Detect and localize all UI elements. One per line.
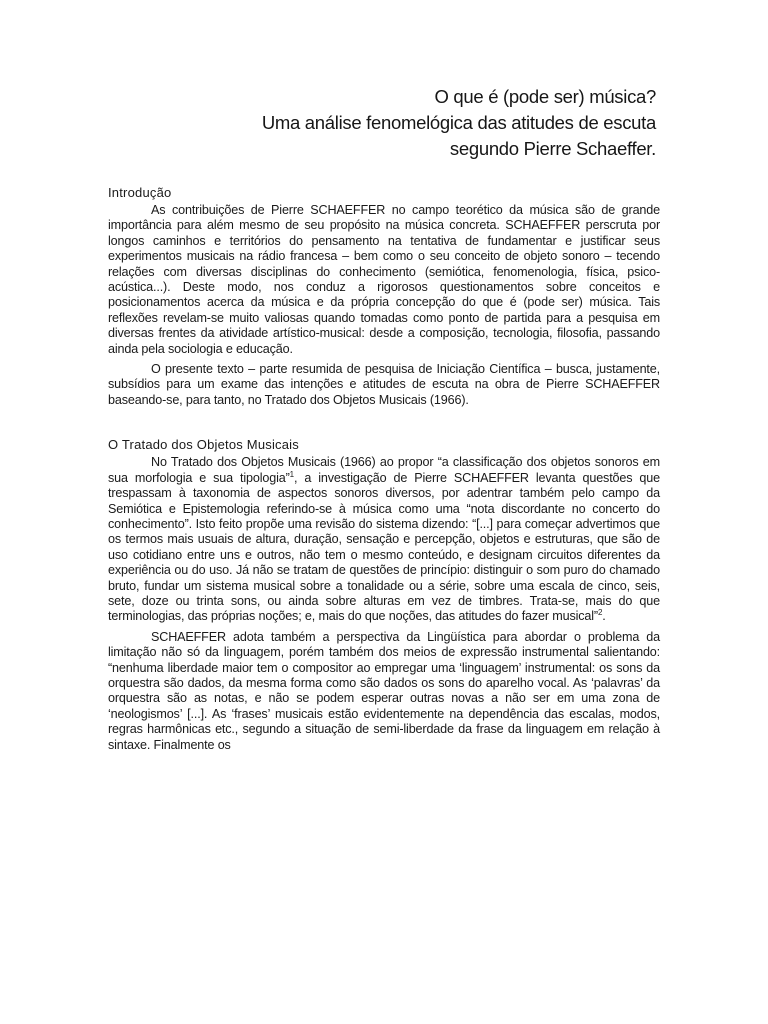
section-tratado <box>108 436 660 753</box>
section-heading: Introdução <box>108 185 172 200</box>
title-line-3: segundo Pierre Schaeffer. <box>449 138 656 159</box>
paragraph <box>108 455 660 624</box>
paragraph: As contribuições de Pierre SCHAEFFER no campo teorético da música são de grande importância para além mesmo de seu propósito na música concreta. SCHAEFFER perscruta por longos caminhos e territórios do pensamento na tentativa de fundamentar e justificar seus experimentos musicais na rádio francesa – bem como o seu conceito de objeto sonoro – tecendo relações com diversas disciplinas do conhecimento (semiótica, fenomenologia, física, psico-acústica...). Deste modo, nos conduz a rigorosos questionamentos sobre conceitos e posicionamentos acerca da música e da própria concepção do que é (pode ser) música. Tais reflexões revelam-se muito valiosas quando tomadas como ponto de partida para a pesquisa em diversas frentes da atividade artístico-musical: desde a composição, tecnologia, filosofia, passando ainda pela sociologia e educação. <box>108 203 660 356</box>
title-block <box>108 84 660 162</box>
footnote-ref[interactable]: 2 <box>597 608 603 618</box>
paragraph-text: No Tratado dos Objetos Musicais (1966) ao propor “a classificação dos objetos sonoros em sua morfologia e sua tipologia” <box>108 455 660 485</box>
title-line-2: Uma análise fenomelógica das atitudes de escuta <box>261 112 656 133</box>
paragraph-text: , a investigação de Pierre SCHAEFFER levanta questões que trespassam à taxonomia de aspectos sonoros diversos, por adentrar também pelo campo da Semiótica e Epistemologia referindo-se à música como uma “nota discordante no concerto do conhecimento”. Isto feito propõe uma revisão do sistema dizendo: “[...] para começar advertimos que os termos mais usuais de altura, duração, sensação e percepção, objetos e estruturas, que são de uso cotidiano entre uns e outros, não tem o mesmo conteúdo, e designam circuitos diferentes da experiência ou do uso. Já não se tratam de questões de princípio: distinguir o som puro do chamado bruto, fundar um sistema musical sobre a tonalidade ou a série, sobre uma escala de cinco, seis, sete, doze ou trinta sons, ou ainda sobre alturas em vez de timbres. Trata-se, mais do que terminologias, das próprias noções; e, mais do que noções, das atitudes do fazer musical” <box>108 470 660 624</box>
section-heading: O Tratado dos Objetos Musicais <box>108 437 299 453</box>
paragraph: SCHAEFFER adota também a perspectiva da Lingüística para abordar o problema da limitação não só da linguagem, porém também dos meios de expressão instrumental salientando: “nenhuma liberdade maior tem o compositor ao empregar uma ‘linguagem’ instrumental: os sons da orquestra são dados, da mesma forma como são dados os sons do aparelho vocal. As ‘palavras’ da orquestra são as notas, e não se podem esperar outras novas a não ser em uma zona de ‘neologismos’ [...]. As ‘frases’ musicais estão evidentemente na dependência das escalas, modos, regras harmônicas etc., segundo a situação de semi-liberdade da frase da linguagem em relação à sintaxe. Finalmente os <box>108 629 660 752</box>
title-line-1: O que é (pode ser) música? <box>434 86 656 107</box>
footnote-ref[interactable]: 1 <box>289 469 294 479</box>
paragraph: O presente texto – parte resumida de pesquisa de Iniciação Científica – busca, justamente, subsídios para um exame das intenções e atitudes de escuta na obra de Pierre SCHAEFFER baseando-se, para tanto, no Tratado dos Objetos Musicais (1966). <box>108 362 660 407</box>
section-spacer <box>108 413 660 436</box>
section-introducao <box>108 184 660 408</box>
paragraph-text: . <box>602 609 606 624</box>
